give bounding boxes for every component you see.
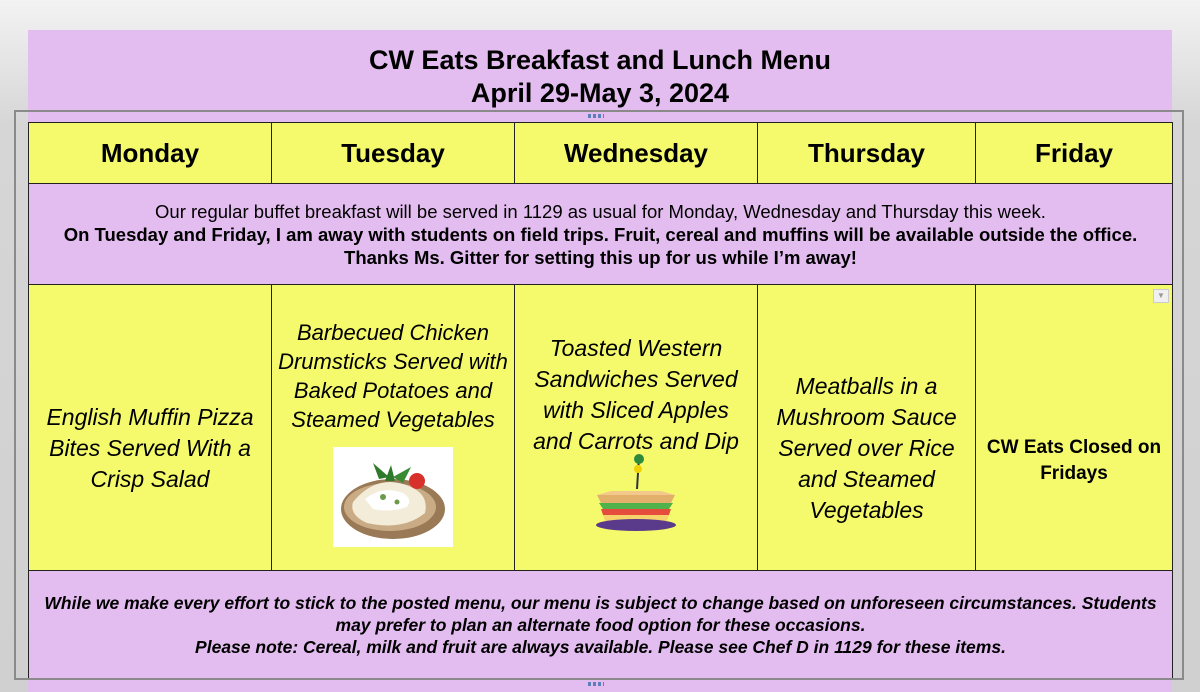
frame-bottom-handle[interactable] (588, 682, 604, 686)
footer-row (29, 571, 1173, 679)
meal-friday (976, 285, 1173, 571)
day-wednesday: Wednesday (515, 123, 758, 184)
cell-dropdown-icon[interactable]: ▼ (1153, 289, 1169, 303)
day-header-row (29, 123, 1173, 184)
day-thursday: Thursday (758, 123, 976, 184)
meal-wednesday (515, 285, 758, 571)
menu-table (28, 122, 1173, 679)
meal-wednesday-text: Toasted Western Sandwiches Served with Sliced Apples and Carrots and Dip (533, 334, 739, 454)
notice-bold: On Tuesday and Friday, I am away with students on field trips. Fruit, cereal and muffins will be available outside the office. Thanks Ms. Gitter for setting this up for us while I’m away! (63, 223, 1138, 268)
meal-friday-text: CW Eats Closed on Fridays (986, 436, 1162, 484)
frame-top-handle[interactable] (588, 114, 604, 118)
notice-regular: Our regular buffet breakfast will be served in 1129 as usual for Monday, Wednesday and Thursday this week. (155, 200, 1046, 222)
day-monday: Monday (29, 123, 272, 184)
meal-monday (29, 285, 272, 571)
day-friday: Friday (976, 123, 1173, 184)
disclaimer-line-2: Please note: Cereal, milk and fruit are always available. Please see Chef D in 1129 for these items. (195, 636, 1006, 657)
day-tuesday: Tuesday (272, 123, 515, 184)
meal-tuesday (272, 285, 515, 571)
sandwich-image (591, 453, 681, 533)
menu-title (28, 44, 1172, 110)
meal-monday-text: English Muffin Pizza Bites Served With a Crisp Salad (46, 404, 254, 492)
notice-row (29, 184, 1173, 285)
menu-disclaimer (29, 571, 1173, 679)
baked-potato-image (333, 447, 453, 547)
meal-thursday-text: Meatballs in a Mushroom Sauce Served over Rice and Steamed Vegetables (776, 373, 957, 523)
meal-tuesday-text: Barbecued Chicken Drumsticks Served with Baked Potatoes and Steamed Vegetables (278, 320, 508, 432)
disclaimer-line-1: While we make every effort to stick to the posted menu, our menu is subject to change based on unforeseen circumstances. Students may prefer to plan an alternate food option for these occasions. (44, 592, 1157, 635)
breakfast-notice (29, 184, 1173, 285)
meals-row (29, 285, 1173, 571)
title-line-2: April 29-May 3, 2024 (470, 78, 730, 108)
meal-thursday (758, 285, 976, 571)
title-line-1: CW Eats Breakfast and Lunch Menu (368, 45, 832, 75)
